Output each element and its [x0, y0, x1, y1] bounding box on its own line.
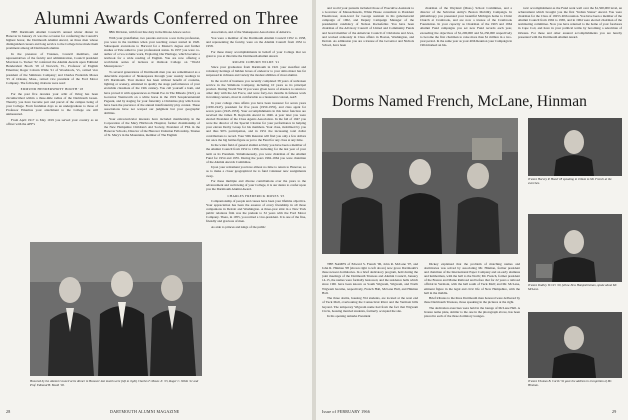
trustee-curtis-photo: [528, 312, 622, 378]
paragraph: For the past five decades your orbit of living has been circumscribed within a three-mile radius of the Dartmouth Green. Thereby you have become part and parcel of the campus being of your College. From freshman days as an undergraduate to those of Professor Emeritus your attachment to the College are still unmeasured.: [6, 91, 98, 117]
continued-column-1: [322, 6, 414, 88]
article-column-1: [6, 30, 98, 240]
caption-orr: Trustee Dudley W. Orr '29, fellow New Hampshireman, spoke about Mr. McLane.: [528, 284, 618, 291]
page-number-left: 28: [6, 409, 11, 414]
magazine-footer: DARTMOUTH ALUMNI MAGAZINE: [110, 409, 180, 414]
paragraph: 88th Division, with front line duty in the Rhone Alsace sector.: [109, 30, 191, 34]
paragraph: Brief tributes to the three Dartmouth men honored were delivered by three Dartmouth Trustees, those speaking in the pictures at the right.: [424, 296, 520, 305]
trustee-orr-photo: [528, 214, 622, 282]
paragraph: Your extracurricular interests have included membership in the Corporation of the Mary Hitchcock Hospital, former chairmanship of the New Hampshire Children's Aid Society, President of PTA in the Hanover Schools, Director of the Hanover Unitarian Fellowship, Trustee of St. Mary's in the Mountains, member of The English: [104, 116, 200, 138]
article-column-3: [206, 30, 306, 410]
dorms-article-column-2: [424, 262, 520, 407]
paragraph: chairman of the Weyland (Mass.) School Committee, and a director of the Salvation Army's Boston Mobility Campaign. In philanthropy you presented your beautiful Michigan home to Christ Church at Cranbrook, and are now a trustee of the Cranbrook Foundation. In your capacity as Chairman of the 1963 and 1964 Alumni Fund campaigns you set new Fund records each year, exceeding the objectives of $1,200,000 and $1,250,000 respectively to become the first chairman to raise more than $1 million in a two-year period. In the same year as your 40th Reunion your Campaign in 1964 marked an his-: [420, 6, 512, 47]
citation-heading-booth: EDMUND HENDERSHOTT BOOTH '18: [20, 86, 84, 91]
paragraph: Since your graduation from Dartmouth in 1921 your steadfast and voluntary heritage of hidden boxes of endeavor to your alma mater has far surpassed in richness and variety the modest abilities of most alumni.: [206, 64, 306, 78]
paragraph: From April 1917 to May 1919 you served your country as an officer with the AEF's: [6, 118, 98, 127]
headline-alumni-awards: Alumni Awards Conferred on Three: [34, 8, 299, 28]
dorms-article-column-1: [322, 262, 418, 407]
paragraph: In his opening remarks President: [327, 314, 371, 319]
paragraph: In the world of business you recently completed 38 years of unbroken service in the Simmons Company, including 10 years as its principal product. During World War II you were given leave of absence to return to other duty with the Air Force, and were forty-two months in famous work in training centers, most in comfortable as a lieutenant colonel, AAF.: [206, 78, 306, 100]
continued-column-2: [420, 6, 512, 88]
right-page: [316, 0, 628, 420]
paragraph: The dedication exercises were held in the lounge of McLane Hall. A bronze name plate, similar to the one in the photograph above, has been placed in each of the three dormitory lounges.: [424, 306, 520, 319]
dedication-photo: [322, 118, 518, 254]
issue-footer: Issue of FEBRUARY 1966: [322, 409, 370, 414]
headline-dorms-named: Dorms Named French, McLane, Hinman: [332, 93, 587, 110]
photo-caption: Honored by the Alumni Council at its dinner in Hanover last month were (left to right) Charles F. Moses Jr. '25, Roger C. Wilde '21 and Prof. Edmund H. Booth '18.: [30, 380, 199, 387]
paragraph: Dickey explained that the problem of matching names and dormitories was solved by associating Mr. Hinman, former president and chairman of the International Paper Company and an early alumnus and lumberman, with the hall to the North; Mr. French, former president of the Boston and Maine Railroad and before that for 22 years a railroad official in Vermont, with the hall south of Tuck Mall; and Mr. McLane, eminent figure in the legal and civic life of New Hampshire, with the hall in the middle.: [424, 262, 520, 295]
paragraph: For these many accomplishments in behalf of your College that we grant to you at this time the Dartmouth Alumni Award.: [206, 49, 306, 58]
paragraph: and world your pursuits included those of Executive Assistant to a Governor of Massachusetts, White House consultant to President Eisenhower, state-level for George assistant in his gubernatorial campaign of 1962, and Deputy Campaign Manager of the presidential candidacy of Nelson Rockefeller. You have been chairman of the Advisory Council of United and Community Funds and board member of the American Council of Christians and Jews, and worked arduously in Class affairs in Boston, Washington, and Detroit. As admission you are a trustee of the Governor and Nichols School, have been: [322, 6, 414, 47]
citation-heading-wilde: ROGER COBURN WILDE '21: [232, 59, 280, 64]
alumni-award-recipients-photo: [30, 242, 202, 376]
paragraph: In your college class affairs you have been treasurer for seven years (1930-1947), president for five years (1950-1955), and class agent for seven years (1945-1953). Your accomplishments in this latter function are received the James B. Reynolds Award in 1946. A year later you were elected President of the Class Agents Association. In the fall of 1947 you were the director of the Special Citation for your performance in helping your eleven Derby Group for his members. Your class, mobilized by you and thus 90% participation, and in 1951 the increasing total dollar contributions to record. Your 50th Reunion will find you only a few dollars but once the big battles figure as yet to the Fund for any class at any time.: [206, 100, 306, 142]
paragraph: THE Dartmouth Alumni Council's annual winter dinner in Hanover in January 21 was the occasion for conferring the Council's highest honor, the Dartmouth Alumni Award, on three men whose distinguished careers and long service to the College have made them prominent among all Dartmouth alumni.: [6, 30, 98, 51]
paragraph: The three dorms, housing 354 students, are located at the west end of Tuck Mall, overlooking the Connecticut River and the Vermont hills beyond. The temporary Wigwam name had from the fact that Wigwam Circle, housing married students, formerly occupied the site.: [322, 296, 418, 313]
paragraph: Upon your retirement you have almost no time to return to Hanover, so as to make a closer geographical tie to fund volunteer new assignments away.: [206, 165, 306, 178]
paragraph: With your grandfather, two parents and now a son in the profession, you were in the tradition when your teaching career started in 1920. Subsequent excursions to Harvard for a Master's degree and further studies at Yale added to your professional status. In 1937 you were co-author of a two-volume work, Exploring Our Heritage, which became a textbook for a wide reading of English. You are now offering a worldwide series of lectures at Outlook College on "World Masterpieces.": [104, 35, 200, 69]
citation-heading-moses: CHARLES FREDERICK MOSES '25: [227, 193, 285, 198]
paragraph: Association, and of the Shakespeare Association of America.: [211, 30, 292, 34]
paragraph: In the wider field of general alumni activity you have been a member of the Alumni Council from 1952 to 1956, including for the last year of your term as its President. Simultaneously, you were chairman of the Alumni Fund for 1954 and 1955. During the years 1962-1964 you were chairman of the Alumni Awards Committee.: [206, 143, 306, 164]
continued-column-3: [518, 6, 622, 88]
caption-hood: Trustee Harvey P. Hood '18 speaking in tribute to Mr. French at the exercises.: [528, 178, 612, 185]
left-page: [0, 0, 312, 420]
article-column-2: [104, 30, 200, 240]
paragraph: toric accomplishment as the Fund went well over the $1,500,000 level, an achievement which brought you the first "Indian Statue" Award. You were chairman for the Class of 1925's 40th reunion. You have been a member of the Alumni Council from 1962 to 1965, and in 1964 were elected chairman of the nominating committee. Now you have returned to the home of your forebears in Cape Cod, and have in your political terms by becoming a selectman of Orleans. For these and other assured accomplishments you are hereby presented with the Dartmouth Alumni Award.: [518, 6, 622, 39]
paragraph: For these multiple and diverse contributions over the years to the advancement and well-being of your College, it is our desire to confer upon you the Dartmouth Alumni Award.: [206, 179, 306, 192]
paragraph: THE NAMES of Edward S. French '06, John R. McLane '07, and John R. Hinman '08 (shown right to left above) now grace Dartmouth's three newest dormitories. In a brief dedicatory program, held during the joint meetings of the Dartmouth Trustees and Alumni Council, January 14-15, the names were formally bestowed, and the residence halls which since 1961 have been known as South Wigwam, Wigwam, and North Wigwam became, respectively, French Hall, McLane Hall, and Hinman Hall.: [322, 262, 418, 295]
caption-curtis: Trustee Thomas B. Curtis '32 gave the address in recognition of Mr. Hinman.: [528, 380, 612, 387]
page-number-right: 29: [612, 409, 617, 414]
paragraph: To several generations of Dartmouth men you are remembered as a delectable expositor of Shakespeare through your weekly readings in 105 Dartmouth. Your mentor has been without benefit of costume, lighting or scenery, emulated in quality the stage performances of your erstwhile classmate of the 19th century. You call yourself a ham, and have proved it with appearances as Nanki Poo in The Mikado (1921), as Governor Wentworth on a white horse in the 1919 Sesquicentennial Pageant, and by staging for your fraternity a Christmas play which now have been the precursor of the annual interfraternity play contest. These associations have not warped our judgment but your geographic abilities.: [104, 70, 200, 115]
paragraph: As aide to princes and kings of the public: [211, 224, 266, 229]
paragraph: You were a member of the Dartmouth Alumni Council 1952 to 1958, and representing the faculty, were on the Alumni Council from 1952 to 1958.: [206, 35, 306, 48]
paragraph: Companionship of people and causes have been your lifetime objective. Your appreciation has been the essence of every friendship in all those companions in Detroit and Washington. A three-year stint in a New York public relations firm was the prelude to 32 years with the Ford Motor Company. There, in 1955, you retired a vice-president. It is one of the fine, friendly and gracious of men.: [206, 198, 306, 224]
trustee-hood-photo: [528, 118, 622, 176]
paragraph: In the presence of Trustees, Council members, and representatives of the faculty and administration, Council president Morrison G. Tucker '32 conferred the Alumni Awards upon Edmund Hendershott Booth '18 of Norwich, Vt., Professor of English Emeritus; Roger Coburn Wilde '21 of Woodstock, Vt., retired vice president of the Simmons Company; and Charles Frederick Moses '25 of Orleans, Mass., retired vice president of the Ford Motor Company. The following citations were read:: [6, 52, 98, 85]
